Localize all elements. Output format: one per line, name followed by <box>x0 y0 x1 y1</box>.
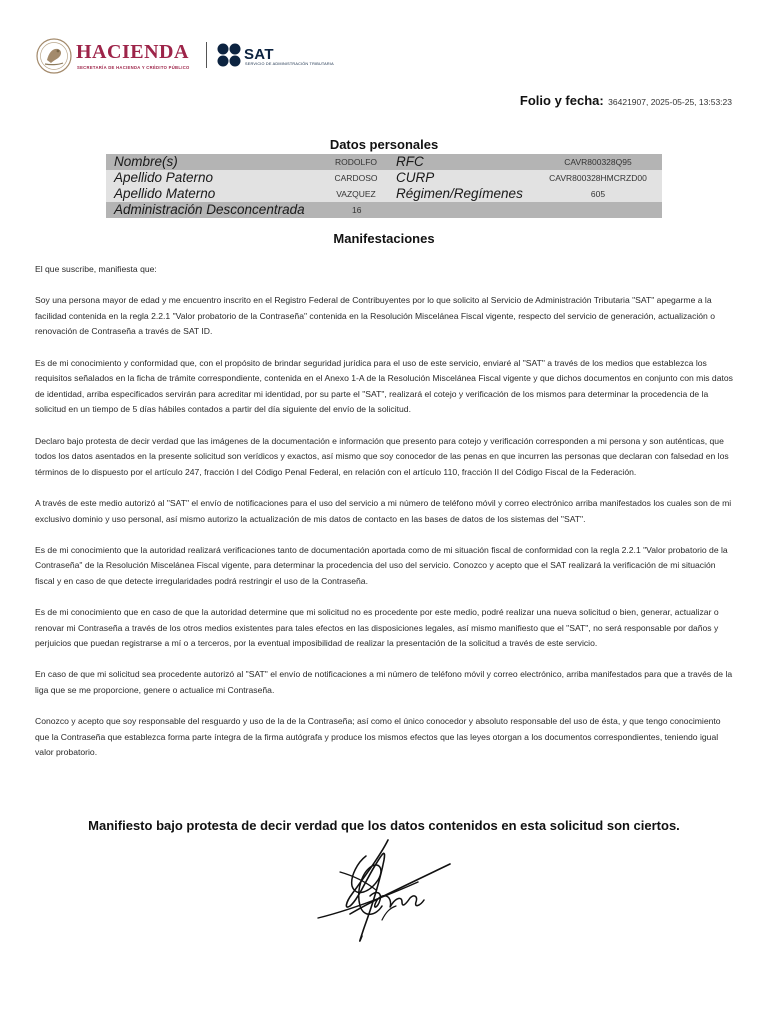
sat-title: SAT <box>244 46 274 63</box>
national-seal-icon <box>36 38 72 74</box>
folio-line <box>520 92 732 110</box>
hacienda-subtitle: SECRETARÍA DE HACIENDA Y CRÉDITO PÚBLICO <box>77 65 190 70</box>
table-row <box>106 186 662 202</box>
paragraph: Es de mi conocimiento y conformidad que, con el propósito de brindar seguridad jurídica para el uso de este servicio, enviaré al "SAT" a través de los medios que establezca los requisitos señalados en la ficha de trámite correspondiente, contenida en el Anexo 1-A de la Resolución Miscelánea Fiscal vigente y que dichos documentos en conjunto con mis datos de identidad, arriba especificados servirán para acreditar mi identidad, por su parte el "SAT", realizará el cotejo y verificación de los mismos para determinar la procedencia de la solicitud en un tiempo de 5 días hábiles contados a partir del día siguiente del envío de la solicitud. <box>35 357 733 415</box>
hacienda-title: HACIENDA <box>76 41 189 63</box>
nombre-label: Nombre(s) <box>114 154 178 169</box>
table-row <box>106 202 662 218</box>
sat-mark-icon <box>216 42 242 68</box>
closing-statement: Manifiesto bajo protesta de decir verdad que los datos contenidos en esta solicitud son ciertos. <box>88 818 680 833</box>
handwritten-signature-icon <box>310 836 460 951</box>
paragraph: Es de mi conocimiento que en caso de que la autoridad determine que mi solicitud no es procedente por este medio, podré realizar una nueva solicitud o bien, generar, actualizar o renovar mi Contraseña a través de los otros medios existentes para tales efectos en las disposiciones legales, así mismo manifiesto que el "SAT", no será responsable por daños y perjuicios que puedan registrarse a mí o a terceros, por la eventual imposibilidad de realizar la presentación de la solicitud a través de este servicio. <box>35 607 719 649</box>
logo-divider <box>206 42 207 68</box>
sat-logo <box>216 42 366 72</box>
paragraph: Es de mi conocimiento que la autoridad realizará verificaciones tanto de documentación aportada como de mi situación fiscal de conformidad con la regla 2.2.1 "Valor probatorio de la Contraseña" de la Resolución Miscelánea Fiscal vigente, para determinar la procedencia del uso del servicio. Conozco y acepto que el SAT realizará la verificación de mi situación fiscal y en caso de que detecte irregularidades podrá restringir el uso de la Contraseña. <box>35 544 728 586</box>
manifestaciones-body <box>35 262 733 777</box>
apellido-materno-label: Apellido Materno <box>114 186 216 201</box>
curp-label: CURP <box>396 170 435 185</box>
personal-data-table <box>106 154 662 218</box>
paragraph: En caso de que mi solicitud sea procedente autorizó al "SAT" el envío de notificaciones a mi número de teléfono móvil y correo electrónico, arriba manifestados para que a través de la liga que se me proporcione, genere o actualice mi Contraseña. <box>35 669 733 696</box>
administracion-label: Administración Desconcentrada <box>114 202 305 217</box>
paragraph: Declaro bajo protesta de decir verdad que las imágenes de la documentación e información que presento para cotejo y verificación corresponden a mi persona y son auténticas, que todos los datos asentados en la presente solicitud son verídicos y exactos, así mismo que soy conocedor de las penas en que incurren las personas que declaran con falsedad en los términos de lo dispuesto por el artículo 247, fracción I del Código Penal Federal, en relación con el artículo 110, fracción II del Código Fiscal de la Federación. <box>35 435 729 477</box>
paragraph: Soy una persona mayor de edad y me encuentro inscrito en el Registro Federal de Contribuyentes por lo que solicito al Servicio de Administración Tributaria "SAT" apegarme a la facilidad contenida en la regla 2.2.1 "Valor probatorio de la Contraseña" contenida en la Resolución Miscelánea Fiscal vigente, respecto del servicio de generación, actualización o renovación de Contraseña a través de SAT ID. <box>35 295 716 337</box>
apellido-paterno-label: Apellido Paterno <box>114 170 214 185</box>
apellido-paterno-value: CARDOSO <box>334 173 378 183</box>
personal-data-title: Datos personales <box>329 137 439 152</box>
apellido-materno-value: VAZQUEZ <box>336 189 376 199</box>
table-row <box>106 154 662 170</box>
administracion-value: 16 <box>352 205 362 215</box>
regimen-label: Régimen/Regímenes <box>396 186 523 201</box>
paragraph-intro: El que suscribe, manifiesta que: <box>35 264 157 274</box>
nombre-value: RODOLFO <box>334 157 378 167</box>
rfc-label: RFC <box>396 154 424 169</box>
hacienda-logo <box>36 38 216 74</box>
folio-value: 36421907, 2025-05-25, 13:53:23 <box>608 97 732 107</box>
paragraph: Conozco y acepto que soy responsable del resguardo y uso de la de la Contraseña; así como el único conocedor y absoluto responsable del uso de ésta, y que tengo conocimiento que la Contraseña que establezca forma parte íntegra de la firma autógrafa y produce los mismos efectos que las leyes otorgan a los documentos correspondientes, teniendo igual valor probatorio. <box>35 716 721 758</box>
manifestaciones-title: Manifestaciones <box>333 231 435 246</box>
regimen-value: 605 <box>590 189 606 199</box>
curp-value: CAVR800328HMCRZD00 <box>549 173 647 183</box>
table-row <box>106 170 662 186</box>
paragraph: A través de este medio autorizó al "SAT" el envío de notificaciones para el uso del servicio a mi número de teléfono móvil y correo electrónico arriba manifestados los cuales son de mi exclusivo dominio y uso personal, así mismo autorizo la actualización de mis datos de contacto en las bases de datos de los sistemas del "SAT". <box>35 497 732 524</box>
folio-label: Folio y fecha: <box>519 93 604 108</box>
rfc-value: CAVR800328Q95 <box>564 157 632 167</box>
document-header <box>36 36 366 76</box>
sat-subtitle: SERVICIO DE ADMINISTRACIÓN TRIBUTARIA <box>245 62 334 66</box>
